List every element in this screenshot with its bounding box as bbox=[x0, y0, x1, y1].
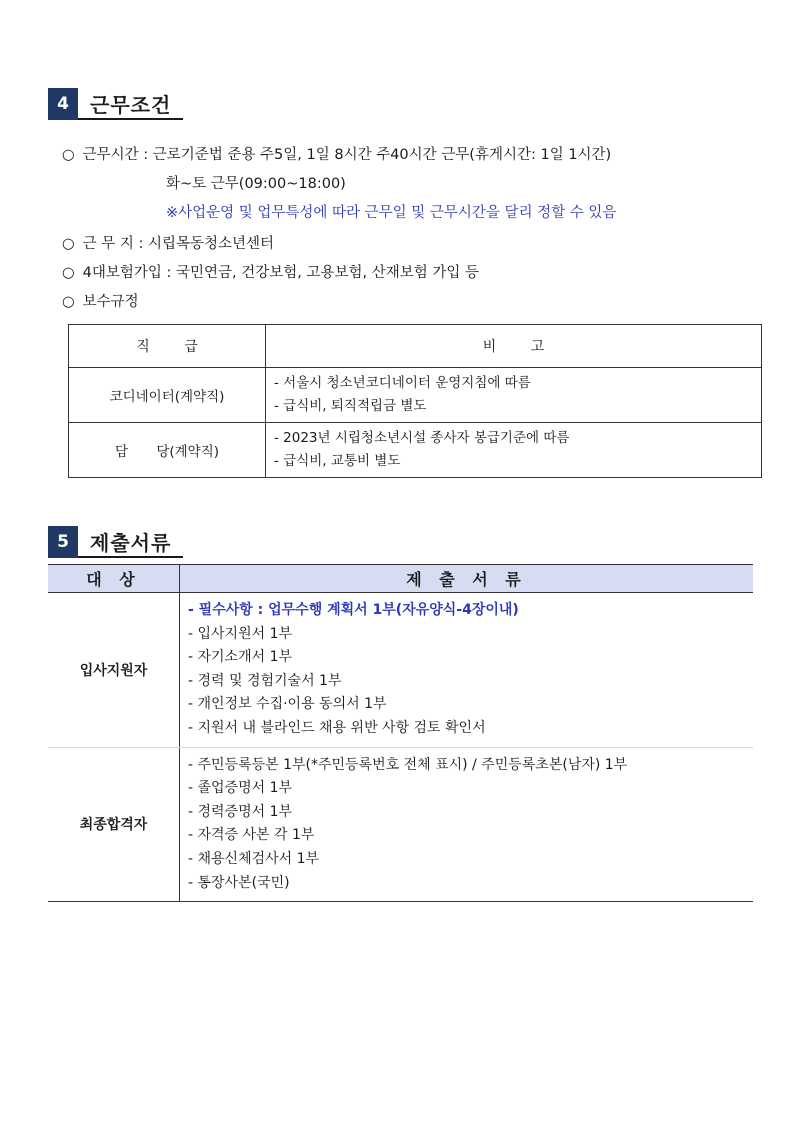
column-header-rank: 직 급 bbox=[69, 325, 266, 368]
documents-table bbox=[48, 564, 753, 902]
documents-table-header-row bbox=[48, 565, 753, 593]
notes-cell bbox=[266, 423, 762, 478]
rank-cell: 담 당(계약직) bbox=[69, 423, 266, 478]
section-title: 근무조건 bbox=[78, 88, 183, 120]
work-note-line bbox=[166, 201, 616, 222]
section-title: 제출서류 bbox=[78, 526, 183, 558]
section-4-heading bbox=[48, 88, 183, 120]
work-days-text: 화~토 근무(09:00~18:00) bbox=[166, 176, 346, 192]
list-item: - 채용신체검사서 1부 bbox=[188, 850, 320, 867]
list-item: - 개인정보 수집·이용 동의서 1부 bbox=[188, 696, 387, 713]
list-item: - 입사지원서 1부 bbox=[188, 625, 293, 642]
list-item: - 지원서 내 블라인드 채용 위반 사항 검토 확인서 bbox=[188, 719, 486, 736]
table-row bbox=[69, 368, 762, 423]
work-note-text: ※사업운영 및 업무특성에 따라 근무일 및 근무시간을 달리 정할 수 있음 bbox=[166, 205, 617, 221]
circle-bullet-icon: ○ bbox=[62, 294, 75, 310]
note-item: - 급식비, 퇴직적립금 별도 bbox=[274, 398, 427, 414]
table-row bbox=[69, 423, 762, 478]
list-item: - 졸업증명서 1부 bbox=[188, 780, 293, 797]
list-item: - 경력 및 경험기술서 1부 bbox=[188, 672, 342, 689]
column-header-notes: 비 고 bbox=[266, 325, 762, 368]
insurance-line bbox=[62, 261, 479, 282]
list-item: - 주민등록등본 1부(*주민등록번호 전체 표시) / 주민등록초본(남자) 1부 bbox=[188, 756, 628, 773]
list-item: - 통장사본(국민) bbox=[188, 874, 290, 891]
circle-bullet-icon: ○ bbox=[62, 147, 75, 163]
work-hours-line bbox=[62, 143, 611, 164]
pay-table-header-row bbox=[69, 325, 762, 368]
notes-cell bbox=[266, 368, 762, 423]
rank-cell: 코디네이터(계약직) bbox=[69, 368, 266, 423]
work-days-line bbox=[166, 172, 346, 193]
section-5-heading bbox=[48, 526, 183, 558]
note-item: - 2023년 시립청소년시설 종사자 봉급기준에 따름 bbox=[274, 430, 570, 446]
required-item: - 필수사항 : 업무수행 계획서 1부(자유양식-4장이내) bbox=[188, 602, 519, 618]
circle-bullet-icon: ○ bbox=[62, 236, 75, 252]
section-number-badge: 5 bbox=[48, 526, 78, 558]
workplace-line bbox=[62, 232, 274, 253]
column-header-target: 대 상 bbox=[48, 565, 180, 593]
note-item: - 서울시 청소년코디네이터 운영지침에 따름 bbox=[274, 375, 531, 391]
table-row bbox=[48, 593, 753, 748]
insurance-text: 4대보험가입 : 국민연금, 건강보험, 고용보험, 산재보험 가입 등 bbox=[82, 265, 480, 281]
table-row bbox=[48, 747, 753, 902]
list-item: - 자기소개서 1부 bbox=[188, 649, 293, 666]
workplace-text: 근 무 지 : 시립목동청소년센터 bbox=[82, 236, 275, 252]
pay-rule-text: 보수규정 bbox=[82, 294, 139, 310]
target-cell: 최종합격자 bbox=[48, 747, 180, 902]
target-cell: 입사지원자 bbox=[48, 593, 180, 748]
section-number-badge: 4 bbox=[48, 88, 78, 120]
list-item: - 자격증 사본 각 1부 bbox=[188, 827, 315, 844]
documents-cell bbox=[180, 747, 754, 902]
work-hours-text: 근무시간 : 근로기준법 준용 주5일, 1일 8시간 주40시간 근무(휴게시간: 1일 1시간) bbox=[82, 147, 612, 163]
note-item: - 급식비, 교통비 별도 bbox=[274, 453, 401, 469]
documents-cell bbox=[180, 593, 754, 748]
pay-table bbox=[68, 324, 762, 478]
list-item: - 경력증명서 1부 bbox=[188, 803, 293, 820]
circle-bullet-icon: ○ bbox=[62, 265, 75, 281]
pay-rule-line bbox=[62, 290, 139, 311]
column-header-documents: 제 출 서 류 bbox=[180, 565, 754, 593]
